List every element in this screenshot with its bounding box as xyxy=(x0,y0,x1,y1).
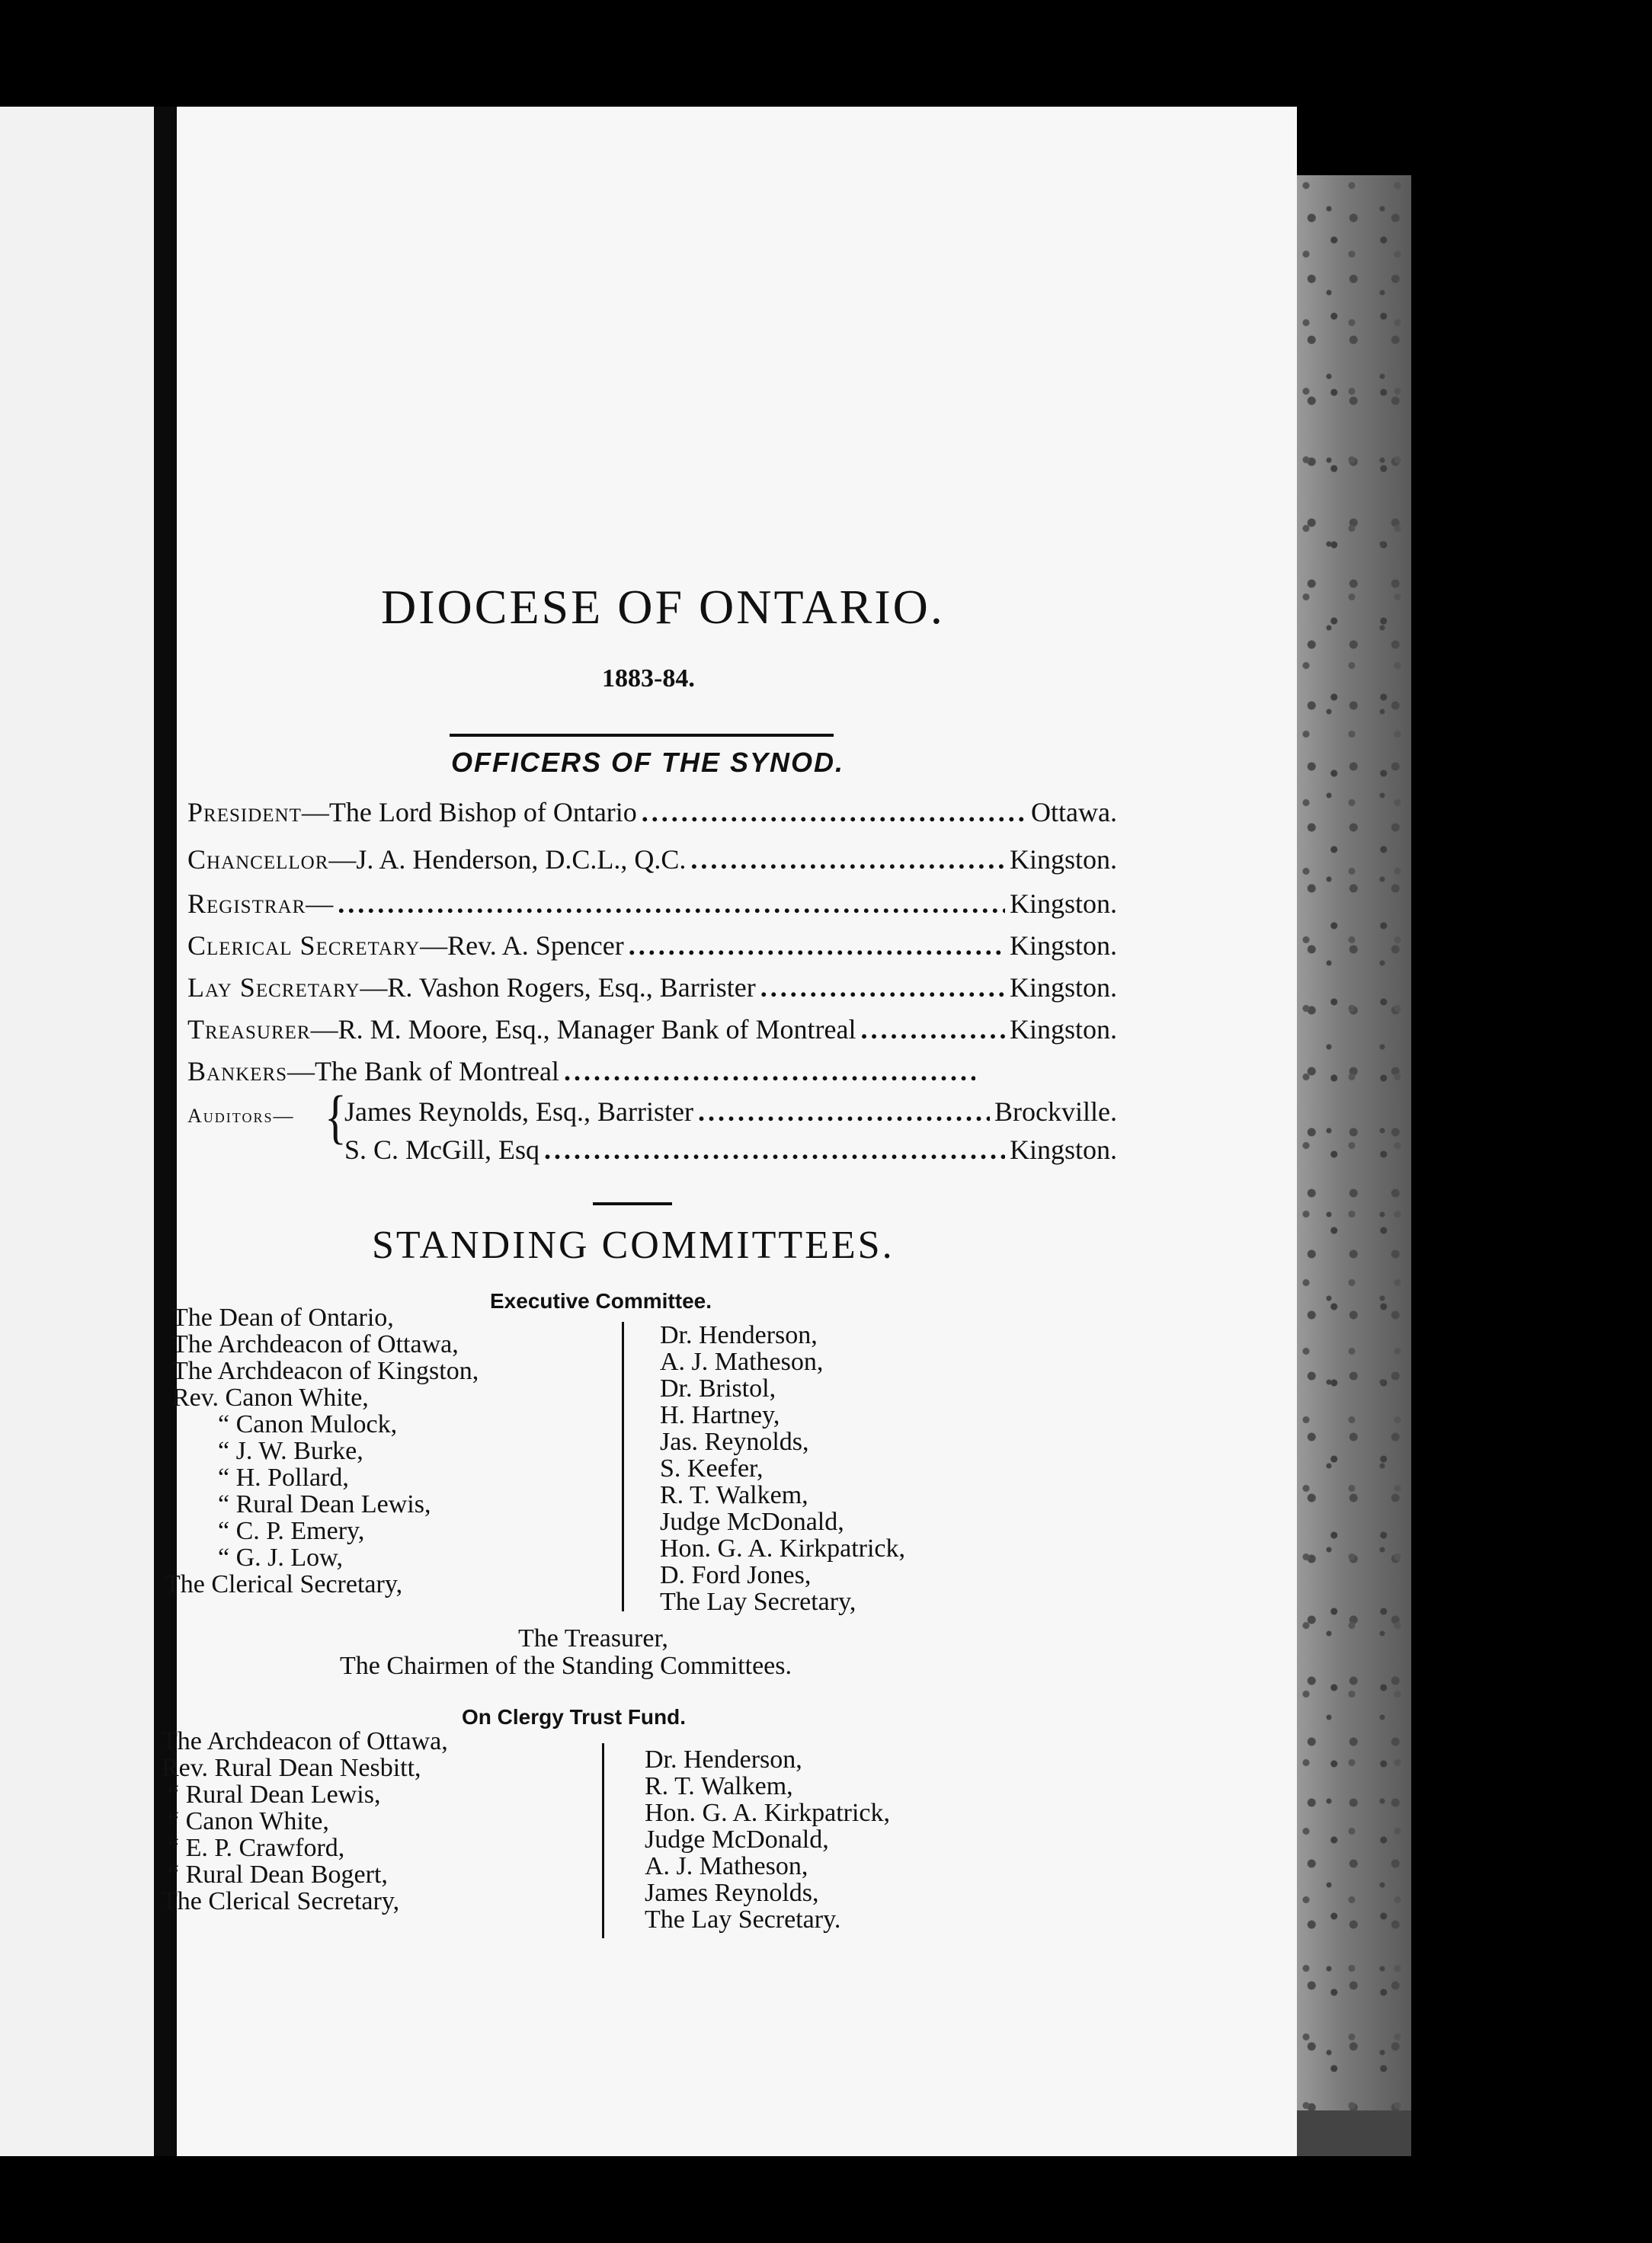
committee-member: D. Ford Jones, xyxy=(660,1561,812,1589)
officer-name: —R. Vashon Rogers, Esq., Barrister xyxy=(360,972,756,1003)
clergy-trust-left-column xyxy=(162,1728,448,1915)
officer-place: Ottawa. xyxy=(1031,797,1117,827)
dot-leader xyxy=(698,1096,990,1128)
officer-name: —The Lord Bishop of Ontario xyxy=(301,797,637,827)
committee-member: The Dean of Ontario, xyxy=(172,1304,394,1332)
committee-member: Dr. Henderson, xyxy=(645,1745,802,1774)
facing-page xyxy=(0,107,154,2156)
dot-leader xyxy=(642,796,1026,828)
officer-row xyxy=(187,1013,1117,1051)
committee-member: R. T. Walkem, xyxy=(660,1481,808,1509)
officer-row xyxy=(187,1055,980,1093)
committee-member: A. J. Matheson, xyxy=(660,1348,824,1376)
dot-leader xyxy=(860,1013,1005,1045)
officer-role: Treasurer xyxy=(187,1014,311,1045)
officer-name: —J. A. Henderson, D.C.L., Q.C. xyxy=(328,844,687,875)
executive-footer-line: The Chairmen of the Standing Committees. xyxy=(340,1652,792,1680)
officer-name: —R. M. Moore, Esq., Manager Bank of Montreal xyxy=(310,1014,856,1045)
executive-left-column xyxy=(165,1304,479,1598)
officer-place: Kingston. xyxy=(1009,930,1117,961)
auditors-label: Auditors— xyxy=(187,1105,295,1127)
committee-member: The Clerical Secretary, xyxy=(165,1570,403,1598)
section-rule xyxy=(593,1202,672,1205)
dot-leader xyxy=(338,888,1005,920)
committee-member: “ Canon Mulock, xyxy=(218,1410,398,1438)
column-divider xyxy=(622,1322,624,1611)
committee-member: “ C. P. Emery, xyxy=(218,1517,365,1545)
auditor-row xyxy=(344,1096,1117,1128)
executive-right-column xyxy=(660,1322,905,1615)
committee-member: “ Canon White, xyxy=(168,1807,329,1835)
standing-committees-heading: STANDING COMMITTEES. xyxy=(372,1224,895,1267)
year-label: 1883-84. xyxy=(602,664,695,693)
dot-leader xyxy=(629,930,1005,962)
committee-member: Dr. Henderson, xyxy=(660,1321,818,1349)
committee-member: The Clerical Secretary, xyxy=(162,1887,400,1915)
committee-member: The Lay Secretary. xyxy=(645,1905,841,1934)
officer-place: Kingston. xyxy=(1009,888,1117,919)
officer-name: — xyxy=(306,888,334,919)
dot-leader xyxy=(564,1055,975,1087)
auditor-place: Kingston. xyxy=(1009,1134,1117,1165)
column-divider xyxy=(602,1743,604,1938)
officer-place: Kingston. xyxy=(1009,844,1117,875)
page-edge-shadow xyxy=(1297,2110,1411,2156)
officer-role: Registrar xyxy=(187,888,306,919)
committee-member: “ G. J. Low, xyxy=(218,1544,343,1572)
committee-member: The Archdeacon of Ottawa, xyxy=(172,1330,459,1358)
dot-leader xyxy=(544,1134,1005,1166)
officer-row xyxy=(187,888,1117,926)
officer-place: Kingston. xyxy=(1009,972,1117,1003)
brace-symbol: { xyxy=(325,1084,347,1150)
officer-row xyxy=(187,930,1117,968)
auditor-name: S. C. McGill, Esq xyxy=(344,1134,540,1165)
officer-name: —Rev. A. Spencer xyxy=(420,930,624,961)
officer-role: Lay Secretary xyxy=(187,972,360,1003)
committee-member: The Archdeacon of Ottawa, xyxy=(162,1727,448,1755)
committee-member: S. Keefer, xyxy=(660,1454,764,1483)
officers-heading: OFFICERS OF THE SYNOD. xyxy=(451,747,845,778)
committee-member: R. T. Walkem, xyxy=(645,1772,793,1800)
committee-member: A. J. Matheson, xyxy=(645,1852,808,1880)
executive-footer-line: The Treasurer, xyxy=(518,1624,668,1653)
page-edge-stack xyxy=(1297,175,1411,2156)
committee-member: H. Hartney, xyxy=(660,1401,780,1429)
committee-member: Rev. Canon White, xyxy=(172,1384,369,1412)
title-rule xyxy=(450,734,834,737)
officer-role: Chancellor xyxy=(187,844,329,875)
committee-member: The Lay Secretary, xyxy=(660,1588,856,1616)
dot-leader xyxy=(760,971,1005,1003)
committee-member: “ J. W. Burke, xyxy=(218,1437,363,1465)
committee-member: Hon. G. A. Kirkpatrick, xyxy=(660,1534,906,1563)
officer-role: Clerical Secretary xyxy=(187,930,421,961)
clergy-trust-heading: On Clergy Trust Fund. xyxy=(462,1705,687,1729)
committee-member: “ Rural Dean Lewis, xyxy=(168,1781,381,1809)
executive-committee-heading: Executive Committee. xyxy=(490,1289,712,1313)
committee-member: The Archdeacon of Kingston, xyxy=(172,1357,479,1385)
officer-name: —The Bank of Montreal xyxy=(287,1056,559,1086)
committee-member: “ E. P. Crawford, xyxy=(168,1834,345,1862)
auditor-name: James Reynolds, Esq., Barrister xyxy=(344,1096,693,1127)
dot-leader xyxy=(690,843,1005,875)
committee-member: Judge McDonald, xyxy=(645,1825,829,1854)
clergy-trust-right-column xyxy=(645,1746,890,1933)
committee-member: Jas. Reynolds, xyxy=(660,1428,809,1456)
committee-member: James Reynolds, xyxy=(645,1879,819,1907)
officer-role: Bankers xyxy=(187,1056,288,1086)
committee-member: Judge McDonald, xyxy=(660,1508,844,1536)
officer-role: President xyxy=(187,797,302,827)
committee-member: “ H. Pollard, xyxy=(218,1464,349,1492)
committee-member: Rev. Rural Dean Nesbitt, xyxy=(162,1754,421,1782)
officer-row xyxy=(187,971,1117,1010)
officer-row xyxy=(187,796,1117,834)
officer-row xyxy=(187,843,1117,882)
committee-member: “ Rural Dean Lewis, xyxy=(218,1490,431,1518)
officer-place: Kingston. xyxy=(1009,1014,1117,1045)
committee-member: Hon. G. A. Kirkpatrick, xyxy=(645,1799,891,1827)
auditor-place: Brockville. xyxy=(994,1096,1117,1127)
page-title: DIOCESE OF ONTARIO. xyxy=(381,580,945,634)
auditor-row xyxy=(344,1134,1117,1166)
committee-member: “ Rural Dean Bogert, xyxy=(168,1861,388,1889)
committee-member: Dr. Bristol, xyxy=(660,1374,776,1403)
